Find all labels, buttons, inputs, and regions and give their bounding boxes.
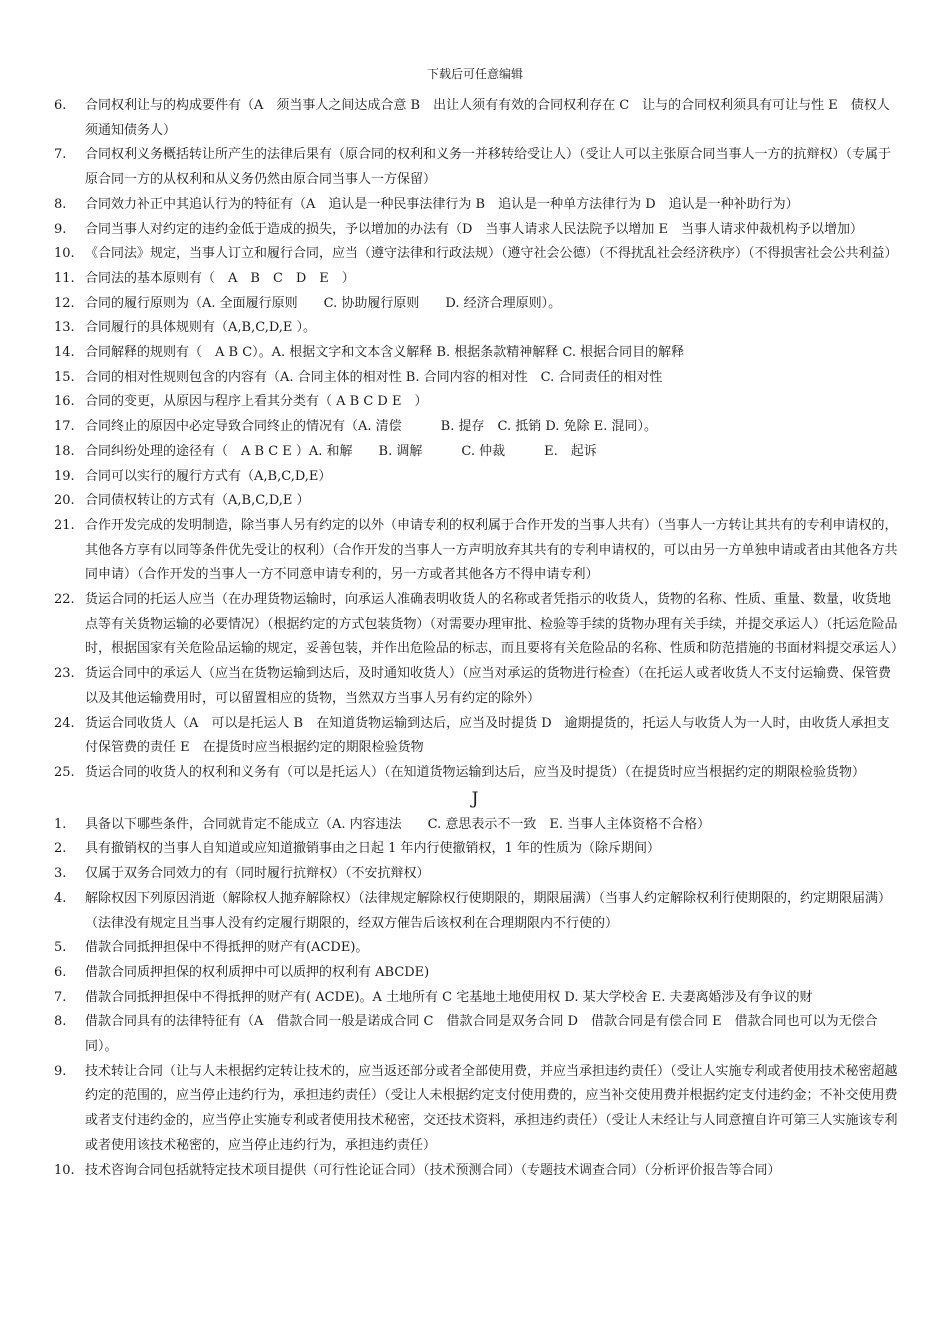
item-number: 13. <box>54 320 75 336</box>
list-item <box>0 1159 950 1184</box>
item-number: 19. <box>54 468 75 484</box>
item-text: 技术咨询合同包括就特定技术项目提供（可行性论证合同）（技术预测合同）（专题技术调查合同）（分析评价报告等合同） <box>85 1162 781 1178</box>
item-number: 3. <box>54 866 67 882</box>
list-item <box>0 341 950 366</box>
item-text: 合同解释的规则有（ A B C）。A. 根据文字和文本含义解释 B. 根据条款精神解释 C. 根据合同目的解释 <box>85 345 685 361</box>
item-text: 借款合同质押担保的权利质押中可以质押的权利有 ABCDE) <box>85 964 430 980</box>
document-body <box>0 94 950 1183</box>
item-text: 货运合同的收货人的权利和义务有（可以是托运人）（在知道货物运输到达后，应当及时提货）（在提货时应当根据约定的期限检验货物） <box>85 764 866 780</box>
list-item <box>0 267 950 292</box>
list-item <box>0 489 950 514</box>
item-number: 17. <box>54 419 75 435</box>
numbered-list-section-2 <box>0 813 950 1184</box>
item-text: 具有撤销权的当事人自知道或应知道撤销事由之日起 1 年内行使撤销权，1 年的性质为（除斥期间） <box>85 841 660 857</box>
list-item <box>0 862 950 887</box>
list-item <box>0 390 950 415</box>
item-text: 合同的变更，从原因与程序上看其分类有（ A B C D E ） <box>85 394 428 410</box>
list-item <box>0 588 950 662</box>
item-text: 仅属于双务合同效力的有（同时履行抗辩权）（不安抗辩权） <box>85 866 430 882</box>
item-number: 7. <box>54 147 67 163</box>
item-number: 10. <box>54 1162 75 1178</box>
list-item <box>0 514 950 588</box>
item-text: 借款合同具有的法律特征有（A 借款合同一般是诺成合同 C 借款合同是双务合同 D 借款合同是有偿合同 E 借款合同也可以为无偿合同）。 <box>85 1014 878 1055</box>
item-number: 2. <box>54 841 67 857</box>
list-item <box>0 761 950 786</box>
list-item <box>0 465 950 490</box>
list-item <box>0 813 950 838</box>
list-item <box>0 366 950 391</box>
item-text: 合同权利义务概括转让所产生的法律后果有（原合同的权利和义务一并移转给受让人）（受让人可以主张原合同当事人一方的抗辩权）（专属于原合同一方的从权利和从义务仍然由原合同当事人一方保留） <box>85 147 892 188</box>
item-number: 11. <box>54 270 75 286</box>
item-number: 23. <box>54 666 75 682</box>
item-text: 合同的履行原则为（A. 全面履行原则 C. 协助履行原则 D. 经济合理原则）。 <box>85 295 562 311</box>
list-item <box>0 936 950 961</box>
item-text: 解除权因下列原因消逝（解除权人抛弃解除权）（法律规定解除权行使期限的，期限届满）（当事人约定解除权利行使期限的，约定期限届满）（法律没有规定且当事人没有约定履行期限的，经双方催告后该权利在合理期限内不行使的） <box>85 890 892 931</box>
item-text: 借款合同抵押担保中不得抵押的财产有(ACDE)。 <box>85 940 369 956</box>
list-item <box>0 986 950 1011</box>
item-number: 4. <box>54 890 67 906</box>
item-number: 9. <box>54 1063 67 1079</box>
item-number: 6. <box>54 98 67 113</box>
item-number: 14. <box>54 345 75 361</box>
list-item <box>0 242 950 267</box>
list-item <box>0 1060 950 1159</box>
item-number: 8. <box>54 196 67 212</box>
item-number: 6. <box>54 964 67 980</box>
section-heading-letter: J <box>471 788 479 809</box>
item-number: 24. <box>54 715 75 731</box>
item-text: 合同当事人对约定的违约金低于造成的损失，予以增加的办法有（D 当事人请求人民法院予以增加 E 当事人请求仲裁机构予以增加） <box>85 221 864 237</box>
item-text: 货运合同中的承运人（应当在货物运输到达后，及时通知收货人）（应当对承运的货物进行检查）（在托运人或者收货人不支付运输费、保管费以及其他运输费用时，可以留置相应的货物，当然双方当事人另有约定的除外） <box>85 666 892 706</box>
list-item <box>0 662 950 711</box>
item-text: 货运合同收货人（A 可以是托运人 B 在知道货物运输到达后，应当及时提货 D 逾期提货的，托运人与收货人为一人时，由收货人承担支付保管费的责任 E 在提货时应当根据约定的期限检验货物 <box>85 715 890 756</box>
item-text: 合同权利让与的构成要件有（A 须当事人之间达成合意 B 出让人须有有效的合同权利存在 C 让与的合同权利须具有可让与性 E 债权人须通知债务人） <box>85 98 890 138</box>
list-item <box>0 887 950 936</box>
item-text: 《合同法》规定，当事人订立和履行合同，应当（遵守法律和行政法规）（遵守社会公德）（不得扰乱社会经济秩序）（不得损害社会公共利益） <box>85 246 898 262</box>
item-number: 21. <box>54 517 75 533</box>
item-text: 合同效力补正中其追认行为的特征有（A 追认是一种民事法律行为 B 追认是一种单方法律行为 D 追认是一种补助行为） <box>85 196 799 212</box>
item-text: 合同的相对性规则包含的内容有（A. 合同主体的相对性 B. 合同内容的相对性 C. 合同责任的相对性 <box>85 369 663 385</box>
item-number: 22. <box>54 592 75 608</box>
item-number: 7. <box>54 989 67 1005</box>
item-text: 合同纠纷处理的途径有（ A B C E ）A. 和解 B. 调解 C. 仲裁 E. 起诉 <box>85 443 597 459</box>
item-number: 12. <box>54 295 75 311</box>
item-text: 技术转让合同（让与人未根据约定转让技术的，应当返还部分或者全部使用费，并应当承担违约责任）（受让人实施专利或者使用技术秘密超越约定的范围的，应当停止违约行为，承担违约责任）（受让人未根据约定支付使用费的，应当补交使用费并根据约定支付违约金；不补交使用费或者支付违约金的，应当停止实施专利或者使用技术秘密，交还技术资料，承担违约责任）（受让人未经让与人同意擅自许可第三人实施该专利或者使用该技术秘密的，应当停止违约行为，承担违约责任） <box>85 1063 898 1153</box>
list-item <box>0 143 950 192</box>
item-number: 18. <box>54 443 75 459</box>
item-number: 20. <box>54 493 75 509</box>
list-item <box>0 218 950 243</box>
list-item <box>0 415 950 440</box>
item-number: 9. <box>54 221 67 237</box>
item-number: 1. <box>54 816 67 832</box>
list-item <box>0 961 950 986</box>
item-number: 15. <box>54 369 75 385</box>
item-text: 具备以下哪些条件，合同就肯定不能成立（A. 内容违法 C. 意思表示不一致 E. 当事人主体资格不合格） <box>85 816 711 832</box>
item-number: 25. <box>54 764 75 780</box>
item-text: 合同终止的原因中必定导致合同终止的情况有（A. 清偿 B. 提存 C. 抵销 D. 免除 E. 混同）。 <box>85 419 657 435</box>
item-text: 合同可以实行的履行方式有（A,B,C,D,E） <box>85 468 332 484</box>
item-text: 合同履行的具体规则有（A,B,C,D,E ）。 <box>85 320 317 336</box>
list-item <box>0 440 950 465</box>
list-item <box>0 193 950 218</box>
list-item <box>0 1010 950 1059</box>
item-text: 合作开发完成的发明制造，除当事人另有约定的以外（申请专利的权利属于合作开发的当事人共有）（当事人一方转让其共有的专利申请权的，其他各方享有以同等条件优先受让的权利）（合作开发的当事人一方声明放弃其共有的专利申请权的，可以由另一方单独申请或者由其他各方共同申请）（合作开发的当事人一方不同意申请专利的，另一方或者其他各方不得申请专利） <box>85 517 898 583</box>
item-number: 5. <box>54 940 67 956</box>
list-item <box>0 292 950 317</box>
list-item <box>0 712 950 761</box>
page-header: 下载后可任意编辑 <box>426 67 523 81</box>
item-text: 货运合同的托运人应当（在办理货物运输时，向承运人准确表明收货人的名称或者凭指示的收货人，货物的名称、性质、重量、数量，收货地点等有关货物运输的必要情况）（根据约定的方式包装货物）（对需要办理审批、检验等手续的货物办理有关手续，并提交承运人）（托运危险品时，根据国家有关危险品运输的规定，妥善包装，并作出危险品的标志，而且要将有关危险品的名称、性质和防范措施的书面材料提交承运人） <box>85 592 905 657</box>
item-text: 合同法的基本原则有（ A B C D E ） <box>85 270 355 286</box>
list-item <box>0 837 950 862</box>
item-text: 借款合同抵押担保中不得抵押的财产有( ACDE)。A 土地所有 C 宅基地土地使用权 D. 某大学校舍 E. 夫妻离婚涉及有争议的财 <box>85 989 813 1005</box>
item-number: 8. <box>54 1014 67 1030</box>
numbered-list-section-1 <box>0 94 950 786</box>
item-number: 16. <box>54 394 75 410</box>
list-item <box>0 316 950 341</box>
list-item <box>0 94 950 143</box>
item-number: 10. <box>54 246 75 262</box>
item-text: 合同债权转让的方式有（A,B,C,D,E ） <box>85 493 310 509</box>
